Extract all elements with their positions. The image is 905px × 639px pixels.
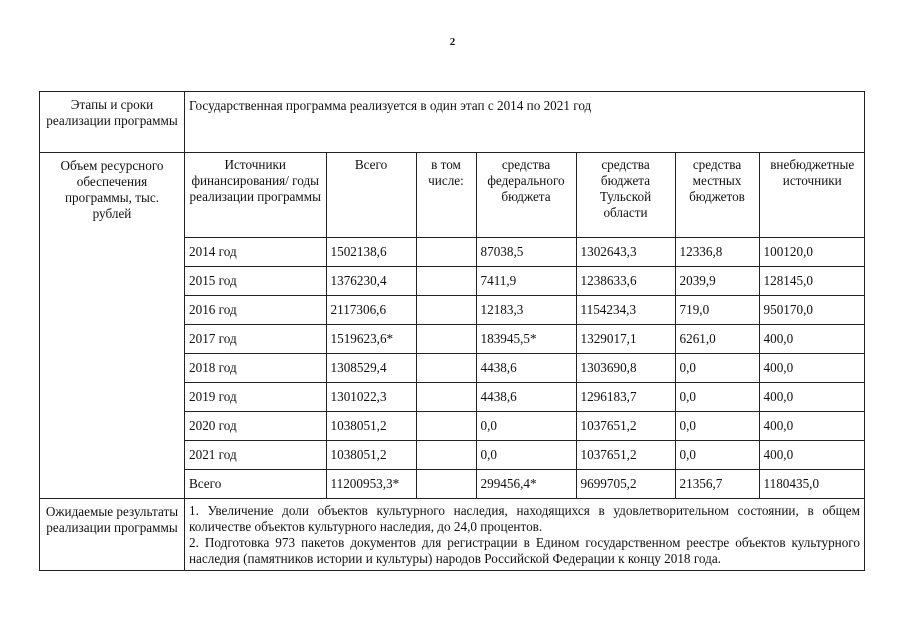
- row-federal: 87038,5: [476, 238, 576, 267]
- row-extra: 400,0: [759, 383, 865, 412]
- header-including: в том числе:: [416, 153, 476, 238]
- row-regional: 1037651,2: [576, 412, 675, 441]
- row-federal: 7411,9: [476, 267, 576, 296]
- funding-table-cell: [185, 153, 865, 499]
- row-including: [416, 470, 476, 499]
- row-including: [416, 238, 476, 267]
- row-local: 2039,9: [675, 267, 759, 296]
- row-including: [416, 412, 476, 441]
- row-federal: 183945,5*: [476, 325, 576, 354]
- row-year: 2017 год: [185, 325, 326, 354]
- row-extra: 1180435,0: [759, 470, 865, 499]
- table-row: [185, 267, 865, 296]
- header-regional: средства бюджета Тульской области: [576, 153, 675, 238]
- funding-table: [185, 153, 865, 498]
- header-source: Источники финансирования/ годы реализации программы: [185, 153, 326, 238]
- row-total: 1502138,6: [326, 238, 416, 267]
- row-regional: 1238633,6: [576, 267, 675, 296]
- row-extra: 400,0: [759, 412, 865, 441]
- row-federal: 4438,6: [476, 354, 576, 383]
- table-row: [185, 238, 865, 267]
- row-local: 12336,8: [675, 238, 759, 267]
- row-year: 2020 год: [185, 412, 326, 441]
- funding-row: [40, 153, 865, 499]
- results-text: [185, 499, 865, 571]
- row-local: 6261,0: [675, 325, 759, 354]
- row-year: 2016 год: [185, 296, 326, 325]
- row-total: 1301022,3: [326, 383, 416, 412]
- table-row: [185, 325, 865, 354]
- row-year: Всего: [185, 470, 326, 499]
- row-total: 2117306,6: [326, 296, 416, 325]
- row-federal: 0,0: [476, 412, 576, 441]
- table-row: [185, 441, 865, 470]
- table-row: [185, 296, 865, 325]
- table-row: [185, 412, 865, 441]
- row-total: 1308529,4: [326, 354, 416, 383]
- row-including: [416, 354, 476, 383]
- row-regional: 1296183,7: [576, 383, 675, 412]
- row-federal: 299456,4*: [476, 470, 576, 499]
- table-row: [185, 383, 865, 412]
- header-total: Всего: [326, 153, 416, 238]
- row-local: 0,0: [675, 412, 759, 441]
- row-extra: 950170,0: [759, 296, 865, 325]
- funding-label: Объем ресурсного обеспечения программы, тыс. рублей: [40, 153, 185, 499]
- result-item-1: 1. Увеличение доли объектов культурного наследия, находящихся в удовлетворительном состоянии, в общем количестве объектов культурного наследия, до 24,0 процентов.: [189, 503, 860, 534]
- row-total: 1038051,2: [326, 441, 416, 470]
- row-total: 1519623,6*: [326, 325, 416, 354]
- row-total: 1038051,2: [326, 412, 416, 441]
- funding-header-row: [185, 153, 865, 238]
- page-number: 2: [449, 36, 456, 48]
- header-local: средства местных бюджетов: [675, 153, 759, 238]
- program-passport-table: [39, 91, 865, 571]
- result-item-2: 2. Подготовка 973 пакетов документов для регистрации в Едином государственном реестре объектов культурного наследия (памятников истории и культуры) народов Российской Федерации к концу 2018 года.: [189, 535, 860, 566]
- results-label: Ожидаемые результаты реализации программы: [40, 499, 185, 571]
- row-including: [416, 383, 476, 412]
- row-extra: 100120,0: [759, 238, 865, 267]
- row-including: [416, 267, 476, 296]
- row-including: [416, 325, 476, 354]
- row-regional: 1329017,1: [576, 325, 675, 354]
- stages-text: Государственная программа реализуется в один этап с 2014 по 2021 год: [185, 92, 865, 153]
- row-year: 2019 год: [185, 383, 326, 412]
- row-local: 0,0: [675, 441, 759, 470]
- stages-row: [40, 92, 865, 153]
- table-row: [185, 354, 865, 383]
- row-regional: 1037651,2: [576, 441, 675, 470]
- row-federal: 0,0: [476, 441, 576, 470]
- row-year: 2018 год: [185, 354, 326, 383]
- row-local: 719,0: [675, 296, 759, 325]
- row-year: 2014 год: [185, 238, 326, 267]
- row-local: 21356,7: [675, 470, 759, 499]
- row-year: 2015 год: [185, 267, 326, 296]
- row-including: [416, 441, 476, 470]
- row-extra: 400,0: [759, 325, 865, 354]
- row-regional: 1154234,3: [576, 296, 675, 325]
- header-federal: средства федерального бюджета: [476, 153, 576, 238]
- row-extra: 400,0: [759, 441, 865, 470]
- row-including: [416, 296, 476, 325]
- row-local: 0,0: [675, 354, 759, 383]
- row-federal: 12183,3: [476, 296, 576, 325]
- row-local: 0,0: [675, 383, 759, 412]
- results-row: [40, 499, 865, 571]
- table-row: [185, 470, 865, 499]
- row-regional: 1302643,3: [576, 238, 675, 267]
- row-extra: 128145,0: [759, 267, 865, 296]
- row-federal: 4438,6: [476, 383, 576, 412]
- row-year: 2021 год: [185, 441, 326, 470]
- row-total: 1376230,4: [326, 267, 416, 296]
- row-extra: 400,0: [759, 354, 865, 383]
- row-regional: 1303690,8: [576, 354, 675, 383]
- row-total: 11200953,3*: [326, 470, 416, 499]
- header-extra: внебюджетные источники: [759, 153, 865, 238]
- row-regional: 9699705,2: [576, 470, 675, 499]
- stages-label: Этапы и сроки реализации программы: [40, 92, 185, 153]
